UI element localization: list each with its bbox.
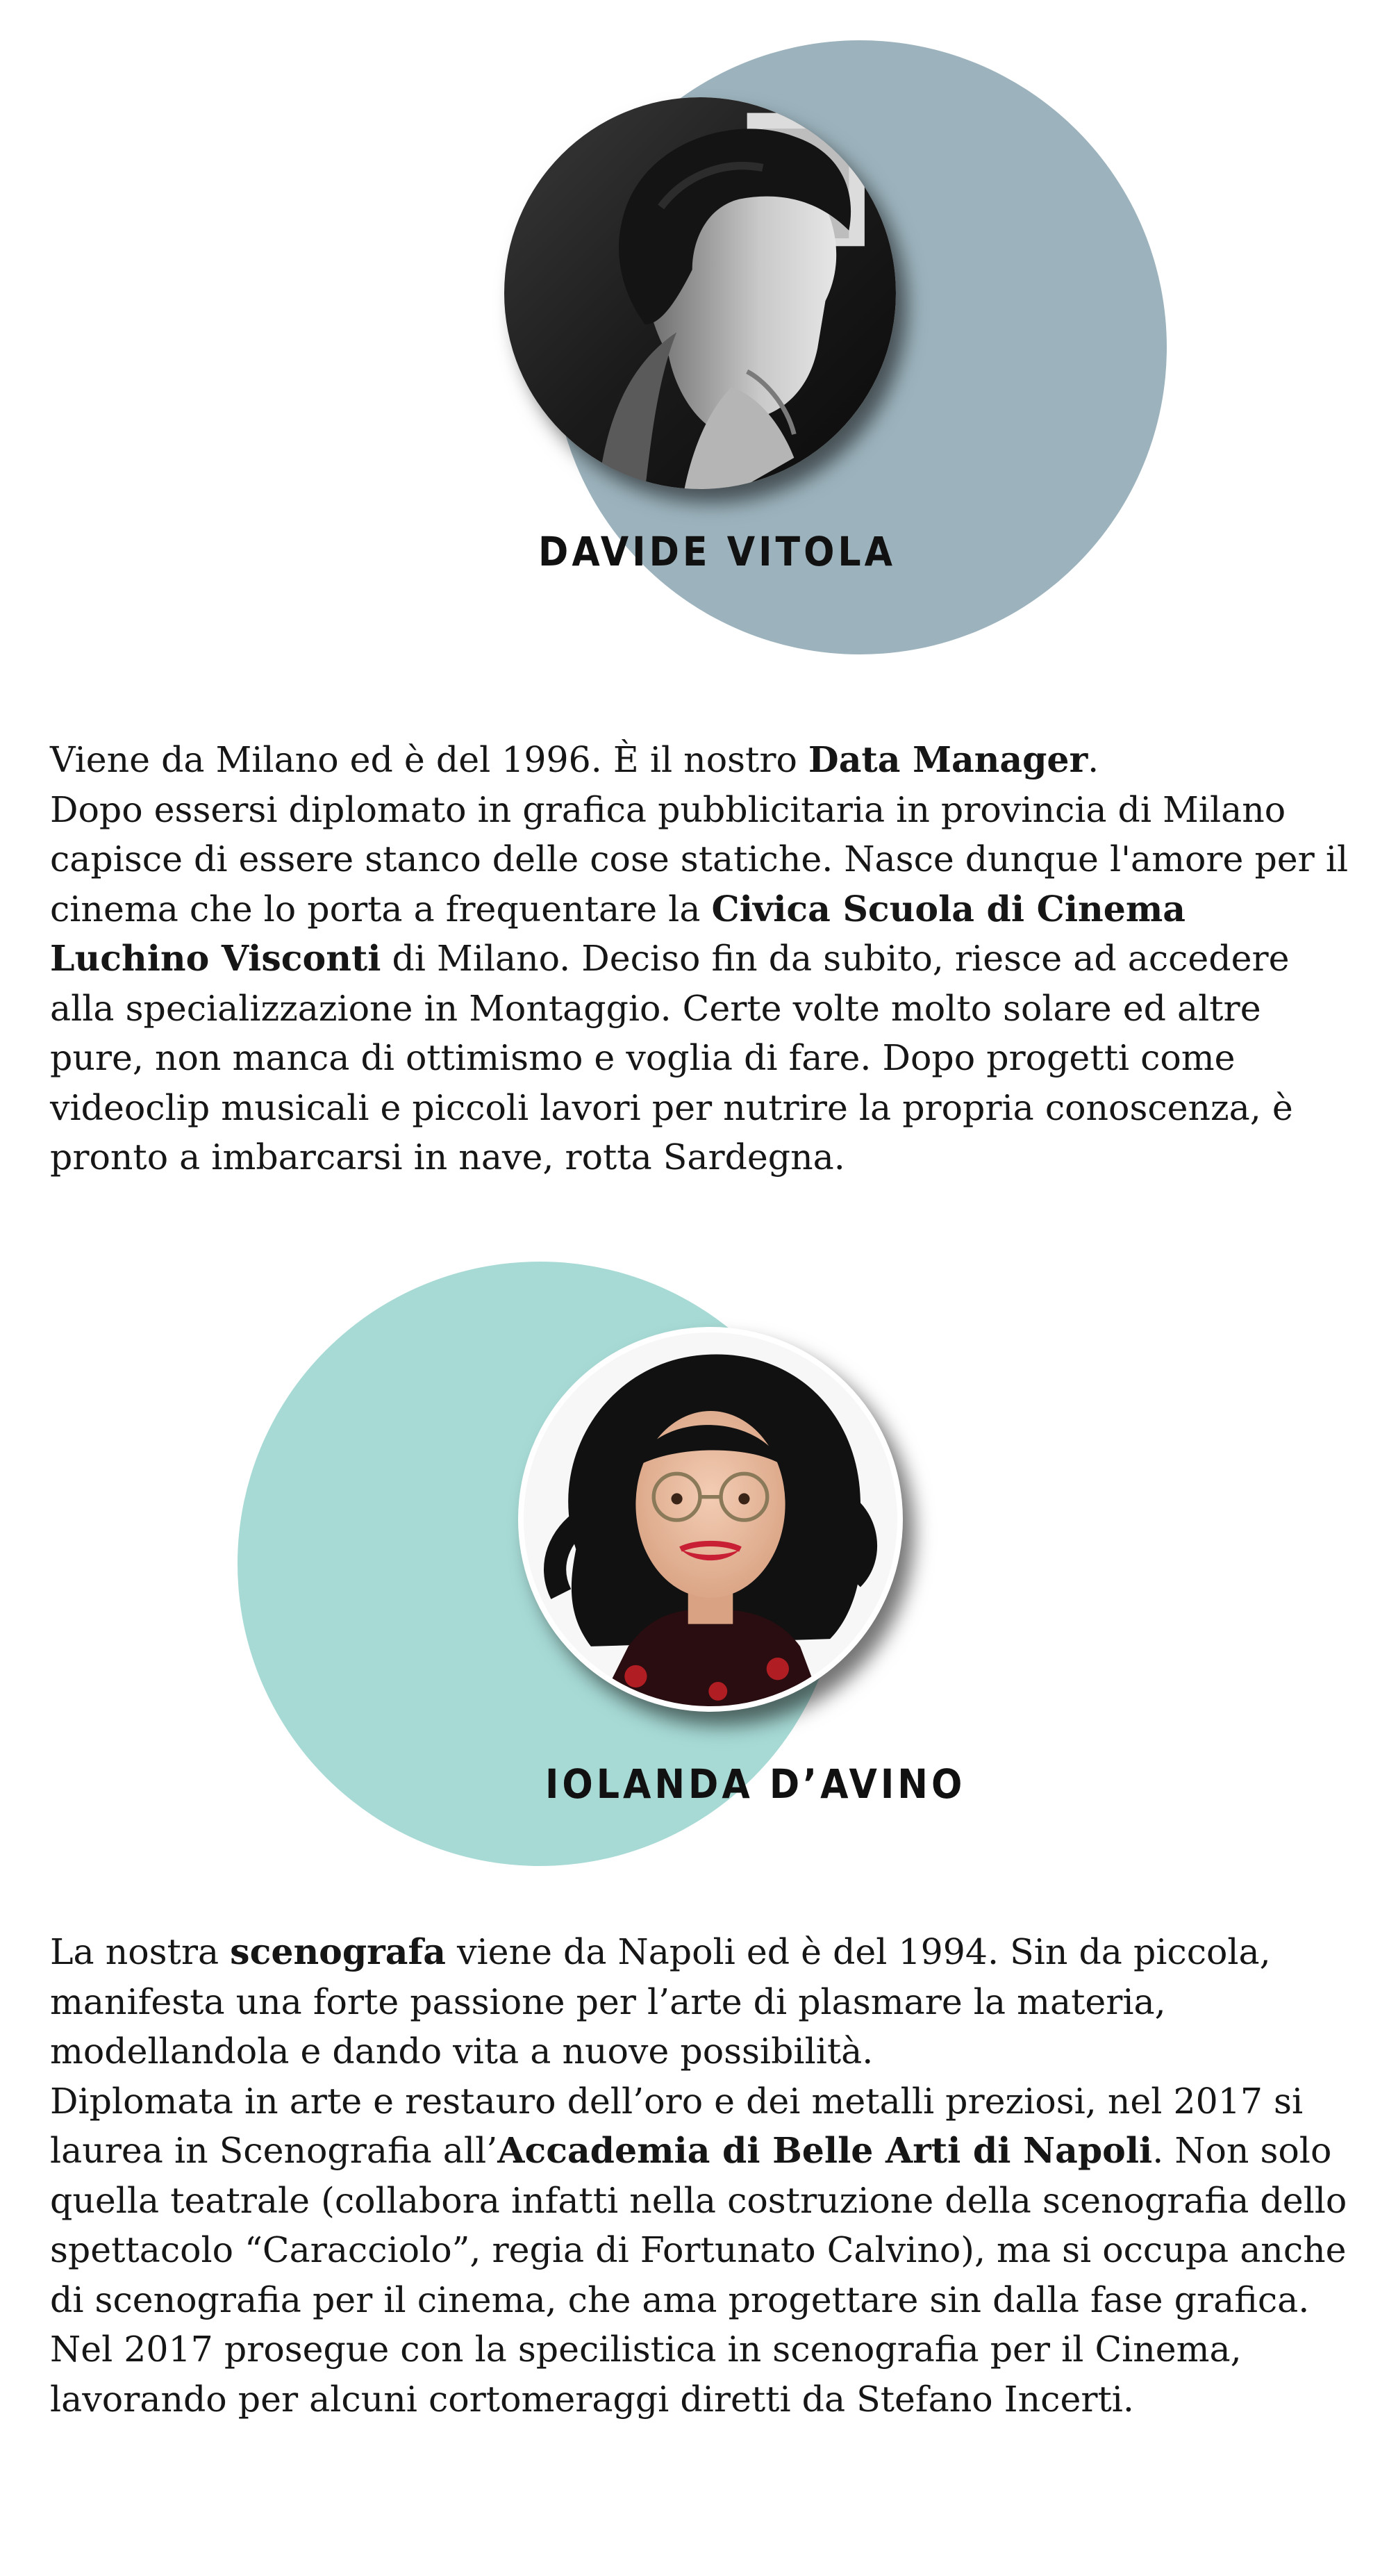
bio-highlight: scenografa [230,1931,446,1972]
portrait-photo [504,97,896,489]
bio-highlight: Data Manager [808,739,1088,780]
profile-name: DAVIDE VITOLA [538,528,897,575]
profile-bio [50,735,1349,1182]
bio-text: La nostra [50,1931,231,1972]
bio-text: Diplomata in arte e restauro dell’oro e dei metalli preziosi, nel 2017 si laurea in Scenografia all’ [50,2080,1304,2171]
bio-paragraph [50,785,1349,1182]
bio-text: viene da Napoli ed è del 1994. Sin da piccola, manifesta una forte passione per l’arte di plasmare la materia, modellandola e dando vita a nuove possibilità. [50,1931,1271,2072]
bio-paragraph [50,1927,1349,2077]
bio-text: Viene da Milano ed è del 1996. È il nostro [50,739,808,780]
bio-highlight: Civica Scuola di Cinema Luchino Visconti [50,888,1186,979]
bio-text: Nel 2017 prosegue con la specilistica in scenografia per il Cinema, lavorando per alcuni cortomeraggi diretti da Stefano Incerti. [50,2329,1242,2420]
bio-text: Dopo essersi diplomato in grafica pubblicitaria in provincia di Milano capisce di essere stanco delle cose statiche. Nasce dunque l'amore per il cinema che lo porta a frequentare la [50,789,1349,930]
bio-highlight: Accademia di Belle Arti di Napoli [497,2130,1153,2171]
bio-paragraph [50,2325,1349,2424]
portrait-photo [518,1327,903,1712]
profile-davide-vitola [0,0,1389,1181]
bio-text: . Non solo quella teatrale (collabora infatti nella costruzione della scenografia dello spettacolo “Caracciolo”, regia di Fortunato Calvino), ma si occupa anche di scenografia per il cinema, che ama progettare sin dalla fase grafica. [50,2130,1347,2320]
bio-paragraph [50,735,1349,785]
portrait-photo-man [504,97,896,489]
profile-name: IOLANDA D’AVINO [545,1760,966,1808]
profile-iolanda-davino [0,1181,1389,2576]
bio-text: di Milano. Deciso fin da subito, riesce ad accedere alla specializzazione in Montaggio. Certe volte molto solare ed altre pure, non manca di ottimismo e voglia di fare. Dopo progetti come videoclip musicali e piccoli lavori per nutrire la propria conoscenza, è pronto a imbarcarsi in nave, rotta Sardegna. [50,938,1293,1178]
portrait-photo-woman [524,1332,897,1706]
profile-bio [50,1927,1349,2424]
bio-text: . [1088,739,1099,780]
bio-paragraph [50,2077,1349,2325]
